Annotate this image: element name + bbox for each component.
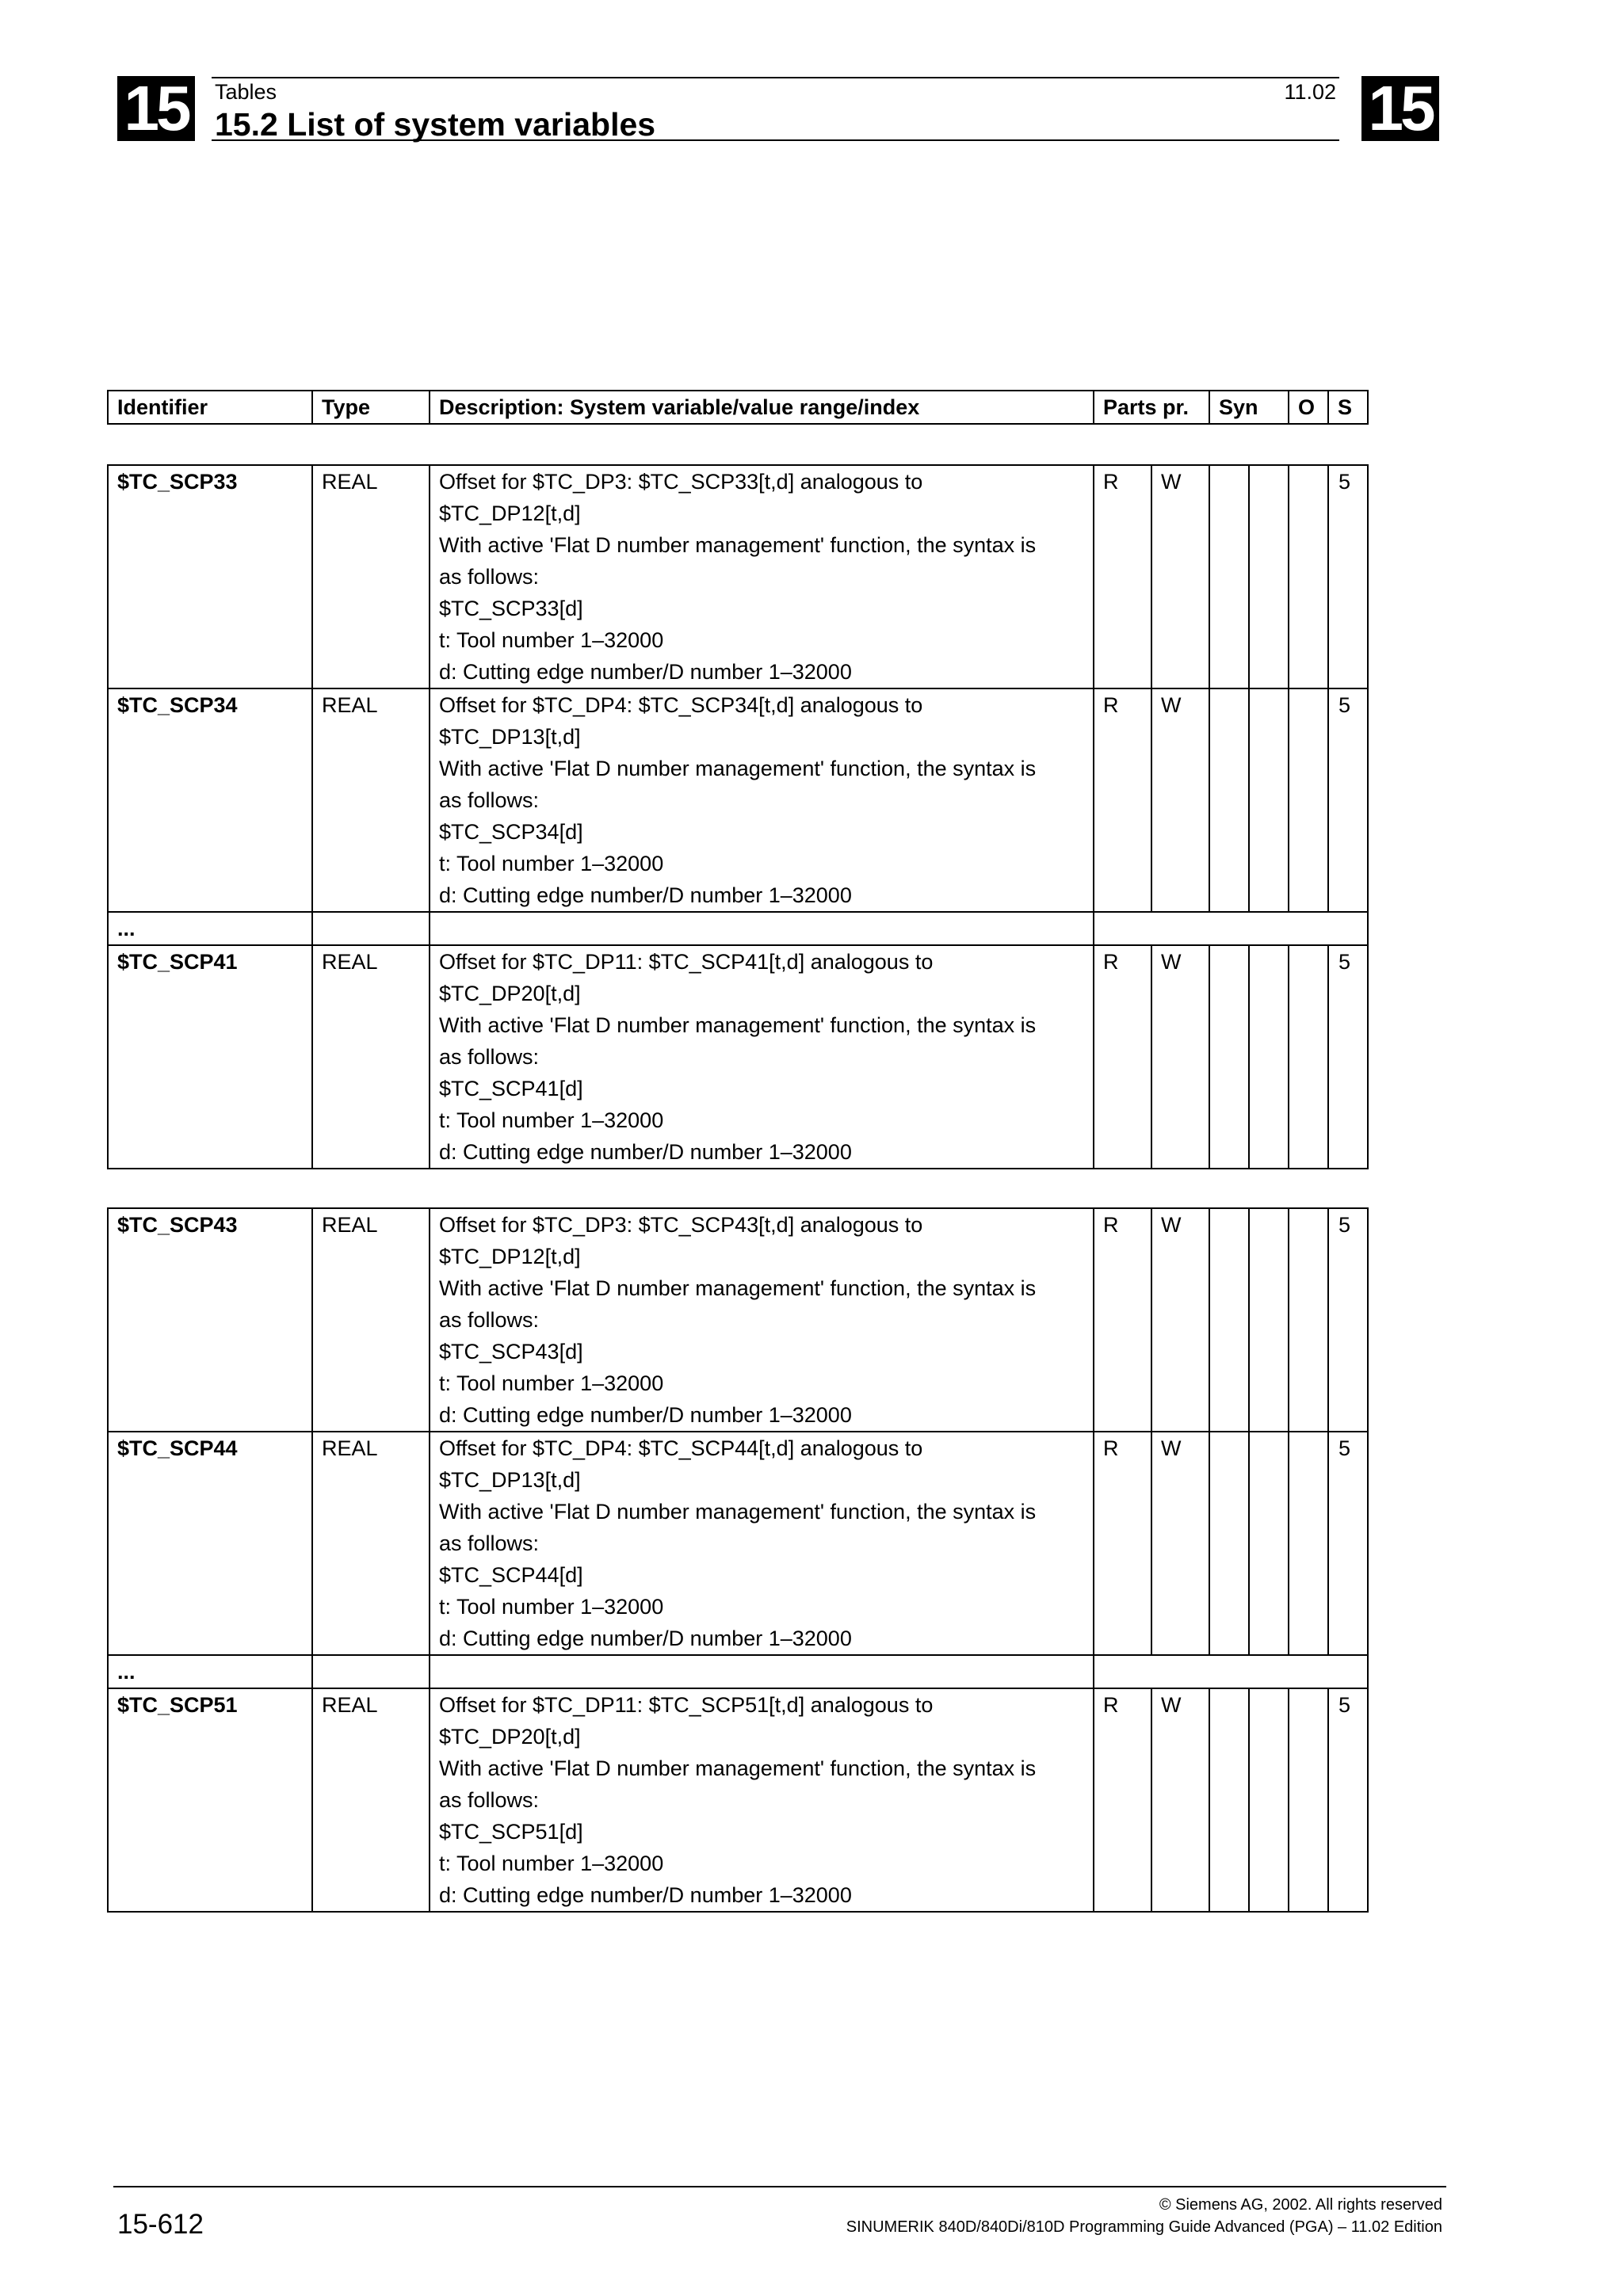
- description-line: $TC_SCP51[d]: [439, 1820, 583, 1844]
- o-cell: [1289, 945, 1328, 1169]
- page-number: 15-612: [117, 2209, 204, 2240]
- syn-cell-2: [1249, 465, 1289, 688]
- syn-cell-1: [1209, 945, 1249, 1169]
- parts-read-cell: R: [1094, 1688, 1151, 1912]
- identifier-cell: $TC_SCP34: [108, 688, 312, 912]
- description-line: d: Cutting edge number/D number 1–32000: [439, 660, 852, 684]
- empty-cell: [1094, 1655, 1368, 1688]
- description-line: t: Tool number 1–32000: [439, 1108, 664, 1132]
- parts-write-cell: W: [1151, 688, 1209, 912]
- parts-read-cell: R: [1094, 1432, 1151, 1655]
- empty-cell: [430, 912, 1094, 945]
- syn-cell-2: [1249, 1432, 1289, 1655]
- description-line: t: Tool number 1–32000: [439, 1371, 664, 1395]
- s-cell: 5: [1328, 465, 1368, 688]
- parts-read-cell: R: [1094, 465, 1151, 688]
- column-header-identifier: Identifier: [108, 391, 312, 424]
- chapter-number-badge-left: 15: [117, 76, 195, 141]
- description-line: Offset for $TC_DP4: $TC_SCP44[t,d] analogous to: [439, 1436, 923, 1460]
- s-cell: 5: [1328, 1688, 1368, 1912]
- o-cell: [1289, 1208, 1328, 1432]
- syn-cell-1: [1209, 688, 1249, 912]
- variable-table-block-2: [107, 1207, 1369, 1913]
- syn-cell-2: [1249, 1688, 1289, 1912]
- description-line: $TC_DP20[t,d]: [439, 982, 581, 1005]
- description-line: $TC_SCP34[d]: [439, 820, 583, 844]
- table-row: [108, 1432, 1368, 1655]
- parts-write-cell: W: [1151, 945, 1209, 1169]
- description-line: $TC_DP12[t,d]: [439, 1245, 581, 1268]
- description-line: With active 'Flat D number management' function, the syntax is: [439, 1500, 1037, 1524]
- column-header-syn: Syn: [1209, 391, 1289, 424]
- description-line: $TC_SCP33[d]: [439, 597, 583, 620]
- syn-cell-2: [1249, 688, 1289, 912]
- description-line: as follows:: [439, 1308, 540, 1332]
- description-cell: [430, 1208, 1094, 1432]
- footer-document-title: SINUMERIK 840D/840Di/810D Programming Guide Advanced (PGA) – 11.02 Edition: [846, 2218, 1442, 2236]
- identifier-cell: $TC_SCP44: [108, 1432, 312, 1655]
- chapter-number-badge-right: 15: [1361, 76, 1439, 141]
- table-row: [108, 688, 1368, 912]
- description-cell: [430, 1432, 1094, 1655]
- description-line: $TC_DP12[t,d]: [439, 502, 581, 525]
- description-line: With active 'Flat D number management' function, the syntax is: [439, 1013, 1037, 1037]
- header-top-rule: [212, 77, 1339, 78]
- parts-write-cell: W: [1151, 1208, 1209, 1432]
- table-row: [108, 945, 1368, 1169]
- footer-rule: [113, 2186, 1446, 2187]
- identifier-cell: $TC_SCP51: [108, 1688, 312, 1912]
- table-row: [108, 1688, 1368, 1912]
- ellipsis-cell: ...: [108, 1655, 312, 1688]
- description-line: Offset for $TC_DP11: $TC_SCP51[t,d] analogous to: [439, 1693, 934, 1717]
- description-line: Offset for $TC_DP4: $TC_SCP34[t,d] analogous to: [439, 693, 923, 717]
- type-cell: REAL: [312, 1208, 430, 1432]
- parts-write-cell: W: [1151, 465, 1209, 688]
- description-line: Offset for $TC_DP11: $TC_SCP41[t,d] analogous to: [439, 950, 934, 974]
- description-line: d: Cutting edge number/D number 1–32000: [439, 883, 852, 907]
- table-row: [108, 1208, 1368, 1432]
- description-line: $TC_SCP41[d]: [439, 1077, 583, 1100]
- identifier-cell: $TC_SCP33: [108, 465, 312, 688]
- ellipsis-row: [108, 1655, 1368, 1688]
- parts-write-cell: W: [1151, 1688, 1209, 1912]
- description-line: With active 'Flat D number management' function, the syntax is: [439, 1276, 1037, 1300]
- syn-cell-1: [1209, 1688, 1249, 1912]
- type-cell: REAL: [312, 465, 430, 688]
- description-line: With active 'Flat D number management' function, the syntax is: [439, 757, 1037, 780]
- empty-cell: [312, 1655, 430, 1688]
- identifier-cell: $TC_SCP41: [108, 945, 312, 1169]
- description-line: t: Tool number 1–32000: [439, 1595, 664, 1619]
- description-cell: [430, 465, 1094, 688]
- empty-cell: [312, 912, 430, 945]
- description-cell: [430, 688, 1094, 912]
- identifier-cell: $TC_SCP43: [108, 1208, 312, 1432]
- description-line: d: Cutting edge number/D number 1–32000: [439, 1627, 852, 1650]
- syn-cell-1: [1209, 1208, 1249, 1432]
- description-line: as follows:: [439, 565, 540, 589]
- syn-cell-1: [1209, 1432, 1249, 1655]
- type-cell: REAL: [312, 945, 430, 1169]
- parts-read-cell: R: [1094, 945, 1151, 1169]
- description-line: d: Cutting edge number/D number 1–32000: [439, 1403, 852, 1427]
- column-header-type: Type: [312, 391, 430, 424]
- parts-write-cell: W: [1151, 1432, 1209, 1655]
- description-line: as follows:: [439, 1045, 540, 1069]
- ellipsis-row: [108, 912, 1368, 945]
- column-header-s: S: [1328, 391, 1368, 424]
- syn-cell-1: [1209, 465, 1249, 688]
- s-cell: 5: [1328, 1432, 1368, 1655]
- variable-table-block-1: [107, 464, 1369, 1169]
- page-title: 15.2 List of system variables: [215, 106, 656, 143]
- description-line: t: Tool number 1–32000: [439, 852, 664, 875]
- header-edition: 11.02: [1284, 80, 1336, 104]
- description-line: as follows:: [439, 1531, 540, 1555]
- o-cell: [1289, 1432, 1328, 1655]
- description-line: d: Cutting edge number/D number 1–32000: [439, 1883, 852, 1907]
- type-cell: REAL: [312, 1688, 430, 1912]
- type-cell: REAL: [312, 1432, 430, 1655]
- empty-cell: [430, 1655, 1094, 1688]
- description-line: t: Tool number 1–32000: [439, 1852, 664, 1875]
- column-header-description: Description: System variable/value range/index: [430, 391, 1094, 424]
- description-cell: [430, 945, 1094, 1169]
- header-section-label: Tables: [215, 80, 277, 104]
- syn-cell-2: [1249, 1208, 1289, 1432]
- empty-cell: [1094, 912, 1368, 945]
- description-line: Offset for $TC_DP3: $TC_SCP43[t,d] analogous to: [439, 1213, 923, 1237]
- s-cell: 5: [1328, 688, 1368, 912]
- o-cell: [1289, 465, 1328, 688]
- description-line: $TC_SCP44[d]: [439, 1563, 583, 1587]
- description-line: $TC_SCP43[d]: [439, 1340, 583, 1363]
- description-line: d: Cutting edge number/D number 1–32000: [439, 1140, 852, 1164]
- column-header-o: O: [1289, 391, 1328, 424]
- description-line: Offset for $TC_DP3: $TC_SCP33[t,d] analogous to: [439, 470, 923, 494]
- description-cell: [430, 1688, 1094, 1912]
- description-line: $TC_DP13[t,d]: [439, 725, 581, 749]
- parts-read-cell: R: [1094, 688, 1151, 912]
- o-cell: [1289, 1688, 1328, 1912]
- parts-read-cell: R: [1094, 1208, 1151, 1432]
- table-row: [108, 465, 1368, 688]
- s-cell: 5: [1328, 1208, 1368, 1432]
- o-cell: [1289, 688, 1328, 912]
- description-line: $TC_DP20[t,d]: [439, 1725, 581, 1749]
- footer-copyright: © Siemens AG, 2002. All rights reserved: [1159, 2196, 1442, 2214]
- table-header: [107, 390, 1369, 425]
- description-line: as follows:: [439, 1788, 540, 1812]
- description-line: as follows:: [439, 788, 540, 812]
- ellipsis-cell: ...: [108, 912, 312, 945]
- syn-cell-2: [1249, 945, 1289, 1169]
- description-line: With active 'Flat D number management' function, the syntax is: [439, 533, 1037, 557]
- column-header-parts-pr: Parts pr.: [1094, 391, 1209, 424]
- description-line: With active 'Flat D number management' function, the syntax is: [439, 1756, 1037, 1780]
- description-line: t: Tool number 1–32000: [439, 628, 664, 652]
- description-line: $TC_DP13[t,d]: [439, 1468, 581, 1492]
- s-cell: 5: [1328, 945, 1368, 1169]
- type-cell: REAL: [312, 688, 430, 912]
